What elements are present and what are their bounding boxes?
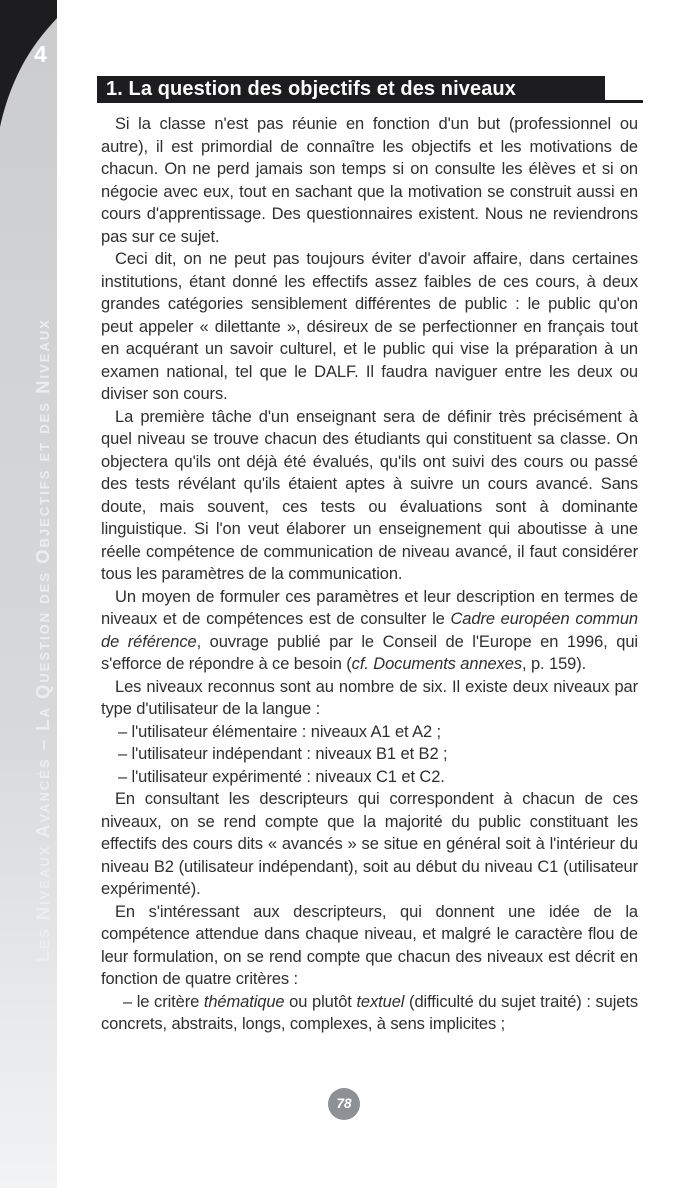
italic-text: cf. Documents annexes bbox=[351, 655, 522, 673]
paragraph bbox=[101, 248, 638, 406]
paragraph bbox=[101, 901, 638, 991]
list-item bbox=[101, 721, 638, 744]
corner-wedge-shape bbox=[0, 0, 57, 130]
sidebar-vertical-title: Les Niveaux Avancés – La Question des Objectifs et des Niveaux bbox=[32, 318, 53, 962]
section-header bbox=[97, 76, 605, 103]
text-run: La première tâche d'un enseignant sera de définir très précisément à quel niveau se trouve chacun des étudiants qui constituent sa classe. On objectera qu'ils ont déjà été évalués, qu'ils ont suivi des cours ou passé des tests révélant qu'ils étaient aptes à suivre un cours avancé. Sans doute, mais souvent, ces tests ou évaluations sont à dominante linguistique. Si l'on veut élaborer un enseignement qui aboutisse à une réelle compétence de communication de niveau avancé, il faut considérer tous les paramètres de la communication. bbox=[101, 407, 638, 583]
text-run: , ouvrage publié par le Conseil de l'Europe en 1996, qui s'efforce de répondre à ce besoin ( bbox=[101, 632, 638, 673]
text-run: , p. 159). bbox=[522, 655, 587, 673]
text-run: – le critère bbox=[123, 992, 204, 1011]
italic-text: Cadre européen commun de référence bbox=[101, 610, 639, 651]
text-run: Un moyen de formuler ces paramètres et leur description en termes de niveaux et de compétences est de consulter le bbox=[101, 587, 638, 628]
italic-text: thématique bbox=[203, 992, 285, 1011]
text-run: – l'utilisateur indépendant : niveaux B1 et B2 ; bbox=[118, 745, 448, 763]
section-title: 1. La question des objectifs et des niveaux bbox=[106, 78, 516, 100]
text-run: Ceci dit, on ne peut pas toujours éviter d'avoir affaire, dans certaines institutions, étant donné les effectifs assez faibles de ces cours, à deux grandes catégories sensiblement différentes de public : le public qu'on peut appeler « dilettante », désireux de se perfectionner en français tout en acquérant un savoir culturel, et le public qui vise la préparation à un examen national, tel que le DALF. Il faudra naviguer entre les deux ou diviser son cours. bbox=[101, 250, 638, 403]
text-run: En s'intéressant aux descripteurs, qui donnent une idée de la compétence attendue dans chaque niveau, et malgré le caractère flou de leur formulation, on se rend compte que chacun des niveaux est décrit en fonction de quatre critères : bbox=[101, 902, 638, 988]
sidebar bbox=[0, 0, 57, 1188]
chapter-number: 4 bbox=[34, 41, 47, 67]
italic-text: textuel bbox=[356, 992, 405, 1011]
list-item bbox=[101, 743, 638, 766]
text-run: (difficulté du sujet traité) : sujets concrets, abstraits, longs, complexes, à sens implicites ; bbox=[101, 992, 638, 1033]
paragraph bbox=[101, 676, 638, 721]
page-number-badge bbox=[328, 1088, 360, 1120]
text-run: ou plutôt bbox=[284, 992, 357, 1011]
text-run: Si la classe n'est pas réunie en fonction d'un but (professionnel ou autre), il est primordial de connaître les objectifs et les motivations de chacun. On ne perd jamais son temps si on consulte les élèves et si on négocie avec eux, tout en sachant que la motivation se construit aussi en cours d'apprentissage. Des questionnaires existent. Nous ne reviendrons pas sur ce sujet. bbox=[101, 115, 638, 246]
list-item bbox=[101, 766, 638, 789]
paragraph bbox=[101, 113, 638, 248]
body-text bbox=[101, 113, 638, 1036]
text-run: Les niveaux reconnus sont au nombre de six. Il existe deux niveaux par type d'utilisateur de la langue : bbox=[101, 677, 638, 718]
paragraph bbox=[101, 586, 638, 676]
list-item bbox=[101, 991, 638, 1036]
text-run: – l'utilisateur expérimenté : niveaux C1 et C2. bbox=[118, 767, 445, 786]
text-run: – l'utilisateur élémentaire : niveaux A1 et A2 ; bbox=[118, 722, 442, 741]
paragraph bbox=[101, 788, 638, 901]
text-run: En consultant les descripteurs qui correspondent à chacun de ces niveaux, on se rend compte que la majorité du public constituant les effectifs des cours dits « avancés » se situe en général soit à l'intérieur du niveau B2 (utilisateur indépendant), soit au début du niveau C1 (utilisateur expérimenté). bbox=[101, 790, 638, 898]
page-number: 78 bbox=[336, 1096, 352, 1111]
paragraph bbox=[101, 406, 638, 586]
